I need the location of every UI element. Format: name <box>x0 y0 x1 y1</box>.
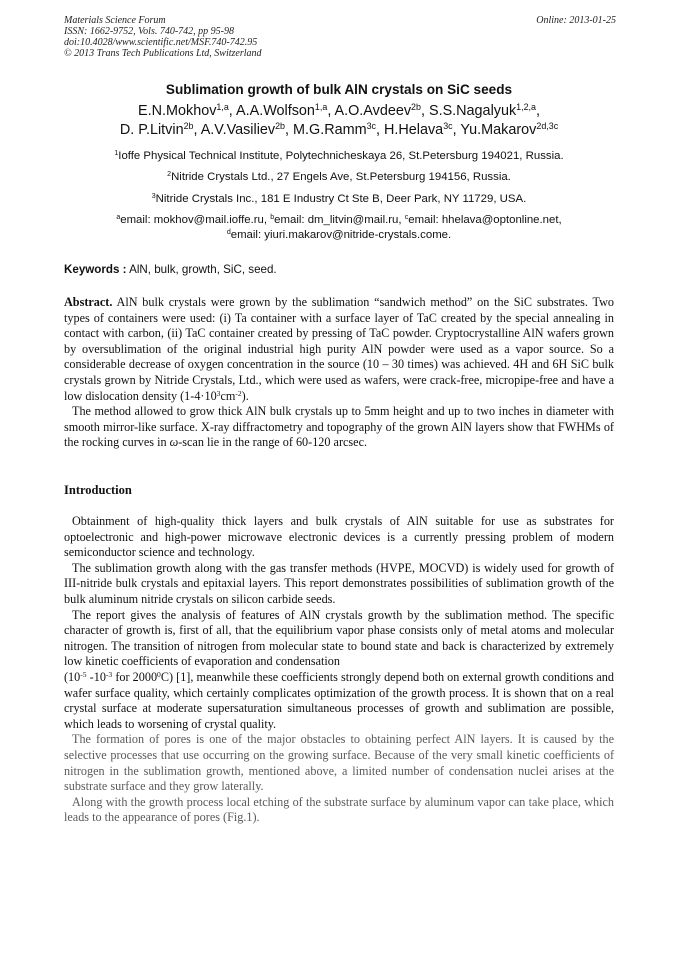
author-name: A.A.Wolfson <box>236 103 315 119</box>
copyright-line: © 2013 Trans Tech Publications Ltd, Switzerland <box>64 48 262 59</box>
keywords-line <box>64 263 624 276</box>
affiliation-1: $^1$Ioffe Physical Technical Institute, Polytechnicheskaya 26, St.Petersburg 194021, Russia. <box>114 150 564 162</box>
affiliation-2: $^2$Nitride Crystals Ltd., 27 Engels Ave, St.Petersburg 194156, Russia. <box>167 171 511 183</box>
abstract-paragraph-1: Abstract. AlN bulk crystals were grown by the sublimation “sandwich method” on the SiC substrates. Two types of containers were used: (i) Ta container with a surface layer of TaC created by the special annealing in contact with carbon, (ii) TaC container created by pressing of TaC powder. Cryptocrystalline AlN wafers grown by oversublimation of the original industrial high purity AlN powder were used as a vapor source. So a considerable decrease of oxygen concentration in the source (10 – 30 times) was achieved. 4H and 6H SiC bulk crystals grown by Nitride Crystals, Ltd., which were used as wafers, were crack-free, micropipe-free and have a low dislocation density $(1-4\cdot 10^3cm^{-2})$. <box>64 295 615 403</box>
author-name: H.Helava <box>384 122 444 138</box>
intro-paragraph-5: Along with the growth process local etching of the substrate surface by aluminum vapor can take place, which leads to the appearance of pores (Fig.1). <box>64 794 614 825</box>
introduction-heading: Introduction <box>64 483 132 497</box>
journal-header <box>64 15 616 59</box>
paper-title: Sublimation growth of bulk AlN crystals on SiC seeds <box>165 82 513 97</box>
email-link[interactable]: email: hhelava@optonline.net, <box>408 214 562 226</box>
author-line-2: D. P.Litvin$^{2b}$, A.V.Vasiliev$^{2b}$, M.G.Ramm$^{3c}$, H.Helava$^{3c}$, Yu.Makarov$^{2d,3c}$ <box>119 121 559 138</box>
author-name: A.O.Avdeev <box>334 103 412 119</box>
author-name: Yu.Makarov <box>460 122 537 138</box>
abstract-label: Abstract. <box>64 295 113 309</box>
email-line-1: $^a$email: mokhov@mail.ioffe.ru, $^b$email: dm_litvin@mail.ru, $^c$email: hhelava@optonline.net, <box>116 214 562 226</box>
journal-name: Materials Science Forum <box>64 15 166 26</box>
email-link[interactable]: email: mokhov@mail.ioffe.ru, <box>120 214 268 226</box>
intro-paragraph-1: Obtainment of high-quality thick layers and bulk crystals of AlN suitable for use as substrates for optoelectronic and high-power microwave electronic devices is a currently pressing problem of modern semiconductor science and technology. <box>64 514 614 560</box>
email-link[interactable]: email: dm_litvin@mail.ru, <box>274 214 402 226</box>
online-date: Online: 2013-01-25 <box>536 15 616 26</box>
intro-paragraph-3: The report gives the analysis of features of AlN crystals growth by the sublimation method. The specific character of growth is, first of all, that the equilibrium vapor phase consists only of metal atoms and molecular nitrogen. The transition of nitrogen from molecular state to bound state and back is characterized by extremely low kinetic coefficients of evaporation and condensation <box>64 607 614 669</box>
keywords-text: AlN, bulk, growth, SiC, seed. <box>129 263 277 276</box>
author-name: S.S.Nagalyuk <box>428 103 517 119</box>
affiliation-3: $^3$Nitride Crystals Inc., 181 E Industry Ct Ste B, Deer Park, NY 11729, USA. <box>151 193 527 205</box>
intro-paragraph-4: The formation of pores is one of the major obstacles to obtaining perfect AlN layers. It is caused by the selective processes that use occurring on the growing surface. Because of the very small kinetic coefficients of nitrogen in the sublimation growth, mentioned above, a limited number of condensation nuclei arises at the substrate surface and they grow laterally. <box>64 732 614 794</box>
author-name: M.G.Ramm <box>293 122 367 138</box>
author-name: D. P.Litvin <box>119 122 184 138</box>
email-block <box>0 213 678 243</box>
author-name: A.V.Vasiliev <box>200 122 276 138</box>
intro-paragraph-2: The sublimation growth along with the gas transfer methods (HVPE, MOCVD) is widely used for growth of III-nitride bulk crystals and epitaxial layers. This report demonstrates possibilities of sublimation growth of the bulk aluminum nitride crystals on silicon carbide seeds. <box>64 560 614 606</box>
abstract-section <box>64 295 614 451</box>
author-line-1: E.N.Mokhov$^{1,a}$, A.A.Wolfson$^{1,a}$, A.O.Avdeev$^{2b}$, S.S.Nagalyuk$^{1,2,a}$, <box>138 102 540 119</box>
email-link[interactable]: email: yiuri.makarov@nitride-crystals.come. <box>230 229 452 241</box>
issn-line: ISSN: 1662-9752, Vols. 740-742, pp 95-98 <box>64 26 234 37</box>
abstract-paragraph-2: The method allowed to grow thick AlN bulk crystals up to 5mm height and up to two inches in diameter with smooth mirror-like surface. X-ray diffractometry and topography of the grown AlN layers show that FWHMs of the rocking curves in ω-scan lie in the range of 60-120 arcsec. <box>64 404 614 450</box>
keywords-label: Keywords : <box>64 263 127 276</box>
author-list <box>0 102 678 140</box>
email-line-2: $^d$email: yiuri.makarov@nitride-crystals.come. <box>226 229 452 241</box>
intro-paragraph-3-cont: ($10^{-5}$ $-10^{-3}$ for 2000$^0$C) [1], meanwhile these coefficients strongly depend both on external growth conditions and wafer surface quality, which certainly complicates optimization of the growth process. It is shown that on a real crystal surface at moderate supersaturation simultaneous processes of growth and sublimation are possible, which leads to worsening of crystal quality. <box>64 669 614 731</box>
doi-line: doi:10.4028/www.scientific.net/MSF.740-742.95 <box>64 37 258 48</box>
author-name: E.N.Mokhov <box>138 103 217 119</box>
introduction-section <box>64 514 614 826</box>
